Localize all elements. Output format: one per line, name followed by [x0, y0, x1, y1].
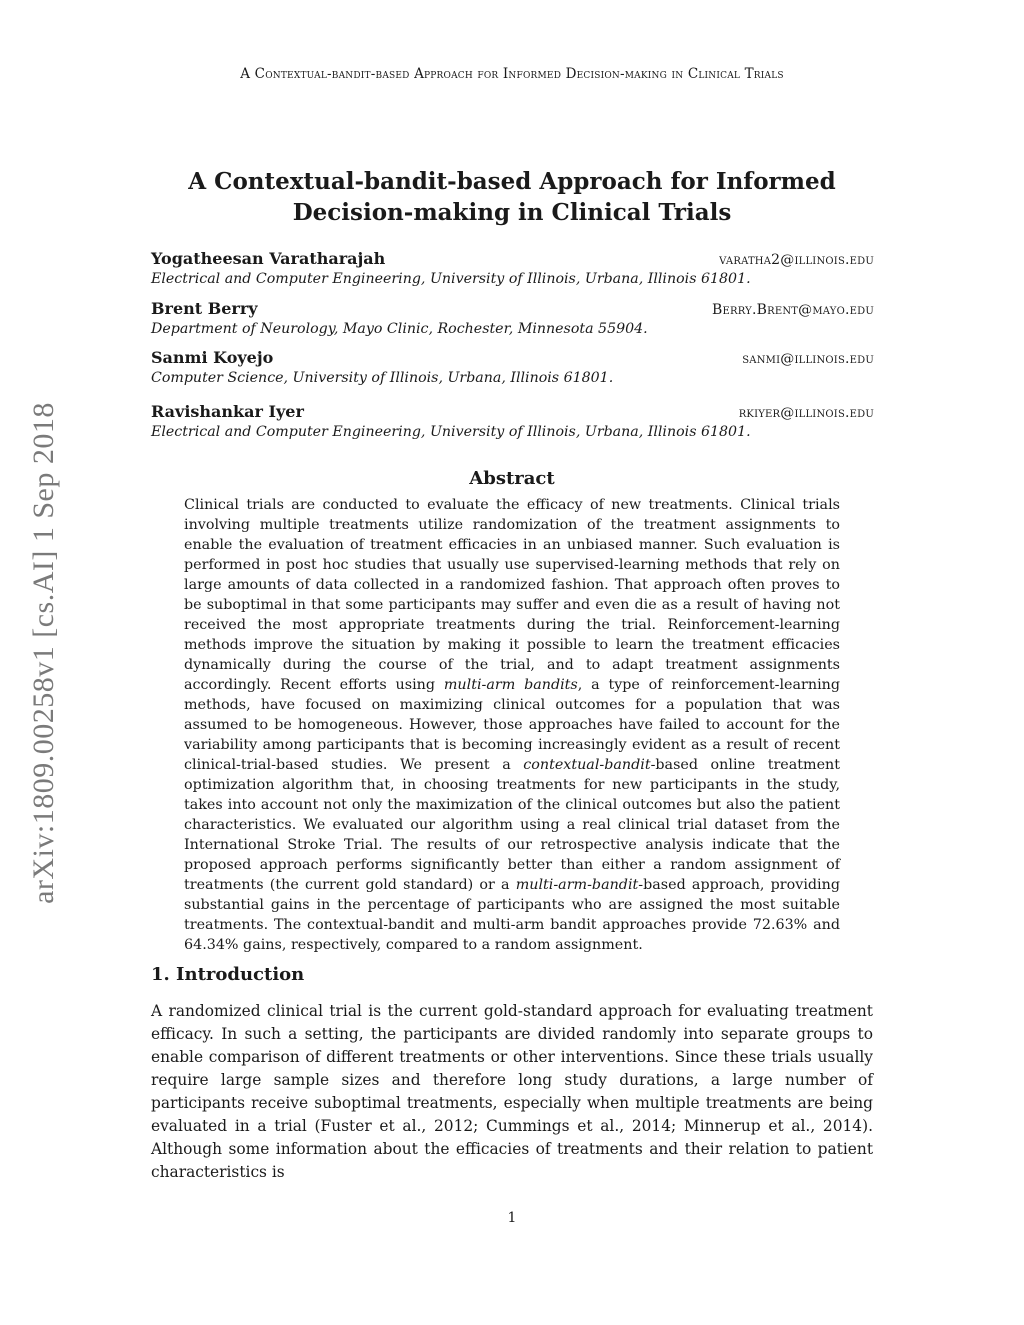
introduction-paragraph: A randomized clinical trial is the current gold-standard approach for evaluating treatment efficacy. In such a setting, the participants are divided randomly into separate groups to enable comparison of different treatments or other interventions. Since these trials usually require large sample sizes and therefore long study durations, a large number of participants receive suboptimal treatments, especially when multiple treatments are being evaluated in a trial (Fuster et al., 2012; Cummings et al., 2014; Minnerup et al., 2014). Although some information about the efficacies of treatments and their relation to patient characteristics is — [151, 1002, 873, 1181]
abstract-emphasis: contextual-bandit — [523, 757, 651, 773]
running-head: A Contextual-bandit-based Approach for Informed Decision-making in Clinical Trials — [240, 66, 784, 82]
arxiv-identifier-text: arXiv:1809.00258v1 [cs.AI] 1 Sep 2018 — [27, 402, 60, 904]
author-name: Yogatheesan Varatharajah — [151, 249, 386, 268]
author-email: Berry.Brent@mayo.edu — [712, 302, 874, 318]
abstract-text: , a type of reinforcement-learning methods, have focused on maximizing clinical outcomes for a population that was assumed to be homogeneous. However, those approaches have failed to account for the variability among participants that is becoming increasingly evident as a result of recent clinical-trial-based studies. We present a — [184, 677, 840, 773]
author-name: Brent Berry — [151, 299, 258, 318]
author-email: varatha2@illinois.edu — [719, 252, 874, 268]
author-name: Ravishankar Iyer — [151, 402, 304, 421]
paper-title-line-1: A Contextual-bandit-based Approach for Informed — [188, 168, 836, 195]
author-affiliation: Computer Science, University of Illinois, Urbana, Illinois 61801. — [151, 370, 614, 386]
abstract-emphasis: multi-arm bandits — [443, 677, 578, 693]
paper-title — [150, 166, 874, 228]
author-name: Sanmi Koyejo — [151, 348, 274, 367]
abstract-text: -based approach, providing substantial gains in the percentage of participants who are assigned the most suitable treatments. The contextual-bandit and multi-arm bandit approaches provide 72.63% and 64.34% gains, respectively, compared to a random assignment. — [184, 877, 840, 953]
author-block — [151, 402, 874, 440]
abstract-text: -based online treatment optimization algorithm that, in choosing treatments for new participants in the study, takes into account not only the maximization of the clinical outcomes but also the patient characteristics. We evaluated our algorithm using a real clinical trial dataset from the International Stroke Trial. The results of our retrospective analysis indicate that the proposed approach performs significantly better than either a random assignment of treatments (the current gold standard) or a — [184, 757, 840, 893]
author-block — [151, 299, 874, 337]
author-block — [151, 249, 874, 287]
paper-title-line-2: Decision-making in Clinical Trials — [292, 199, 732, 226]
arxiv-identifier — [24, 372, 64, 934]
abstract-heading: Abstract — [469, 468, 555, 489]
author-affiliation: Electrical and Computer Engineering, University of Illinois, Urbana, Illinois 61801. — [151, 424, 751, 440]
author-email: sanmi@illinois.edu — [742, 351, 874, 367]
author-affiliation: Electrical and Computer Engineering, University of Illinois, Urbana, Illinois 61801. — [151, 271, 751, 287]
page-number: 1 — [507, 1210, 517, 1226]
abstract-text: Clinical trials are conducted to evaluate the efficacy of new treatments. Clinical trials involving multiple treatments utilize randomization of the treatment assignments to enable the evaluation of treatment efficacies in an unbiased manner. Such evaluation is performed in post hoc studies that usually use supervised-learning methods that rely on large amounts of data collected in a randomized fashion. That approach often proves to be suboptimal in that some participants may suffer and even die as a result of having not received the most appropriate treatments during the trial. Reinforcement-learning methods improve the situation by making it possible to learn the treatment efficacies dynamically during the course of the trial, and to adapt treatment assignments accordingly. Recent efforts using — [184, 497, 840, 693]
author-email: rkiyer@illinois.edu — [738, 405, 874, 421]
author-affiliation: Department of Neurology, Mayo Clinic, Rochester, Minnesota 55904. — [151, 321, 648, 337]
abstract-emphasis: multi-arm-bandit — [515, 877, 639, 893]
author-block — [151, 348, 874, 386]
section-heading-introduction: 1. Introduction — [151, 964, 305, 985]
abstract-body — [184, 495, 840, 955]
